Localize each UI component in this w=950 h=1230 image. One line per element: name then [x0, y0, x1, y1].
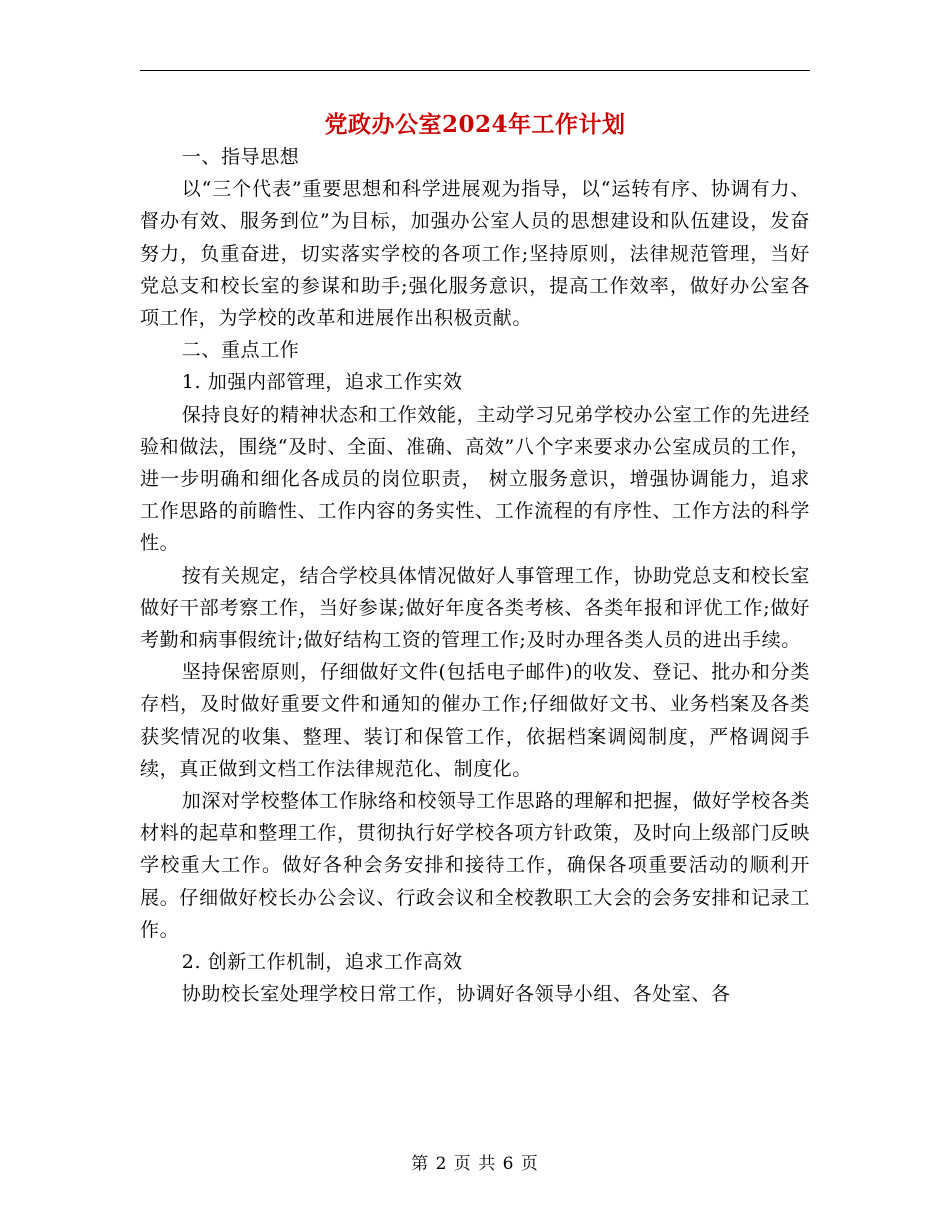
paragraph-guiding-ideology: 以“三个代表”重要思想和科学进展观为指导，以“运转有序、协调有力、督办有效、服务到位”为目标，加强办公室人员的思想建设和队伍建设，发奋努力，负重奋进，切实落实学校的各项工作;坚持原则，法律规范管理，当好党总支和校长室的参谋和助手;强化服务意识，提高工作效率，做好办公室各项工作，为学校的改革和进展作出积极贡献。	[140, 178, 810, 330]
paragraph-work-efficiency: 保持良好的精神状态和工作效能，主动学习兄弟学校办公室工作的先进经验和做法，围绕“及时、全面、准确、高效”八个字来要求办公室成员的工作，进一步明确和细化各成员的岗位职责， 树立服务意识，增强协调能力，追求工作思路的前瞻性、工作内容的务实性、工作流程的有序性、工作方法的科学性。	[140, 403, 810, 555]
paragraph-confidentiality: 坚持保密原则，仔细做好文件(包括电子邮件)的收发、登记、批办和分类存档，及时做好重要文件和通知的催办工作;仔细做好文书、业务档案及各类获奖情况的收集、整理、装订和保管工作，依据档案调阅制度，严格调阅手续，真正做到文档工作法律规范化、制度化。	[140, 661, 810, 780]
heading-guiding-ideology: 一、指导思想	[181, 146, 300, 168]
paragraph-personnel-management: 按有关规定，结合学校具体情况做好人事管理工作，协助党总支和校长室做好干部考察工作，当好参谋;做好年度各类考核、各类年报和评优工作;做好考勤和病事假统计;做好结构工资的管理工作;及时办理各类人员的进出手续。	[140, 564, 810, 652]
paragraph-daily-work: 协助校长室处理学校日常工作，协调好各领导小组、各处室、各	[181, 983, 731, 1006]
document-title: 党政办公室2024年工作计划	[324, 111, 626, 138]
paragraph-materials-meetings: 加深对学校整体工作脉络和校领导工作思路的理解和把握，做好学校各类材料的起草和整理工作，贯彻执行好学校各项方针政策，及时向上级部门反映学校重大工作。做好各种会务安排和接待工作，确保各项重要活动的顺利开展。仔细做好校长办公会议、行政会议和全校教职工大会的会务安排和记录工作。	[140, 790, 810, 941]
subheading-innovation-mechanism: 2. 创新工作机制，追求工作高效	[181, 951, 463, 974]
header-rule	[140, 70, 810, 71]
document-body	[140, 141, 810, 1010]
subheading-internal-management: 1. 加强内部管理，追求工作实效	[181, 371, 463, 394]
page-footer: 第 2 页 共 6 页	[411, 1154, 539, 1174]
heading-key-work: 二、重点工作	[181, 339, 300, 362]
